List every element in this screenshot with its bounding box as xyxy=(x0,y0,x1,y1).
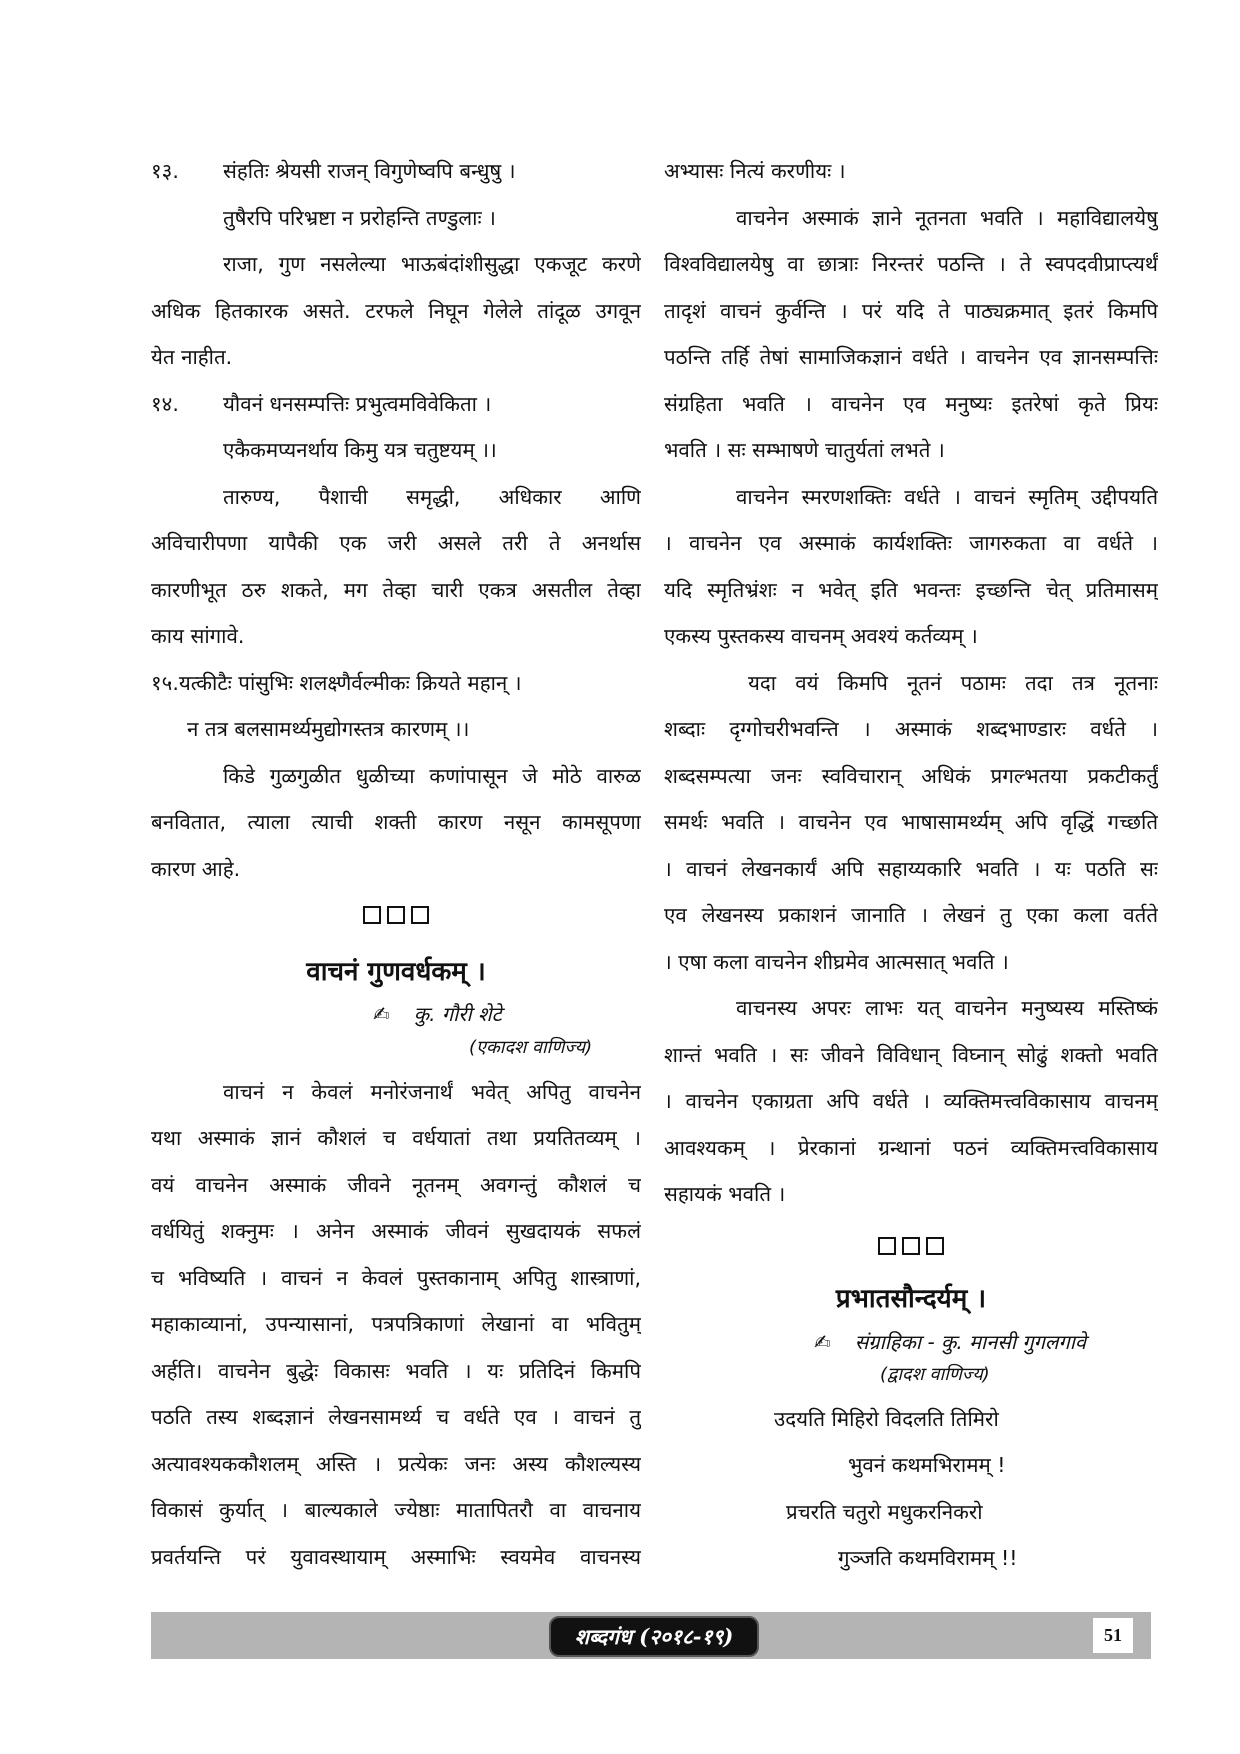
verse-14-line-1: १४. यौवनं धनसम्पत्तिः प्रभुत्वमविवेकिता । xyxy=(151,381,641,428)
article-line: शब्दाः दृग्गोचरीभवन्ति । अस्माकं शब्दभाण्डारः वर्धते । xyxy=(664,717,1158,741)
verse-number: १३. xyxy=(151,159,179,183)
article-line: च भविष्यति । वाचनं न केवलं पुस्तकानाम् अपितु शास्त्राणां, xyxy=(151,1265,641,1290)
article-line: अत्यावश्यककौशलम् अस्ति । प्रत्येकः जनः अस्य कौशल्यस्य xyxy=(151,1451,641,1476)
article-line: भवति । सः सम्भाषणे चातुर्यतां लभते । xyxy=(664,438,945,462)
article-line: विकासं कुर्यात् । बाल्यकाले ज्येष्ठाः मातापितरौ वा वाचनाय xyxy=(151,1498,641,1522)
article-line: विश्वविद्यालयेषु वा छात्राः निरन्तरं पठन्ति । ते स्वपदवीप्राप्त्यर्थं xyxy=(664,252,1158,276)
page-footer xyxy=(151,1612,1151,1659)
article-line: । वाचनेन एकाग्रता अपि वर्धते । व्यक्तिमत्त्वविकासाय वाचनम् xyxy=(664,1089,1158,1113)
poem-line: भुवनं कथमभिरामम् ! xyxy=(848,1453,1006,1477)
verse-13-line-1: १३. संहतिः श्रेयसी राजन् विगुणेष्वपि बन्धुषु । xyxy=(151,148,641,195)
poem-title: प्रभातसौन्दर्यम् । xyxy=(835,1283,987,1314)
article-line: यदा वयं किमपि नूतनं पठामः तदा तत्र नूतनाः xyxy=(748,670,1158,695)
article-line: संग्रहिता भवति । वाचनेन एव मनुष्यः इतरेषां कृते प्रियः xyxy=(664,391,1158,416)
verse-number: १४. xyxy=(151,391,179,416)
section-separator xyxy=(151,892,641,939)
square-icon xyxy=(926,1237,944,1255)
article-line: समर्थः भवति । वाचनेन एव भाषासामर्थ्यम् अपि वृद्धिं गच्छति xyxy=(664,810,1158,834)
verse-14-line-2: एकैकमप्यनर्थाय किमु यत्र चतुष्टयम् ।। xyxy=(223,438,497,462)
article-line: वयं वाचनेन अस्माकं जीवने नूतनम् अवगन्तुं कौशलं च xyxy=(151,1172,641,1197)
article-line: यथा अस्माकं ज्ञानं कौशलं च वर्धयातां तथा प्रयतितव्यम् । xyxy=(151,1126,641,1150)
article-line: यदि स्मृतिभ्रंशः न भवेत् इति भवन्तः इच्छन्ति चेत् प्रतिमासम् xyxy=(664,577,1158,602)
verse-15-line-1: १५.यत्कीटैः पांसुभिः शलक्ष्णैर्वल्मीकः क्रियते महान् । xyxy=(151,670,522,695)
square-icon xyxy=(387,906,405,924)
meaning-line: अविचारीपणा यापैकी एक जरी असले तरी ते अनर्थास xyxy=(151,531,641,555)
square-icon xyxy=(878,1237,896,1255)
article-line: वाचनस्य अपरः लाभः यत् वाचनेन मनुष्यस्य मस्तिष्कं xyxy=(736,996,1158,1020)
pencil-icon: ✍ xyxy=(814,1329,831,1354)
article-line: वर्धयितुं शक्नुमः । अनेन अस्माकं जीवनं सुखदायकं सफलं xyxy=(151,1219,641,1243)
square-icon xyxy=(411,906,429,924)
meaning-line: राजा, गुण नसलेल्या भाऊबंदांशीसुद्धा एकजूट करणे xyxy=(223,252,641,276)
verse-13-line-2: तुषैरपि परिभ्रष्टा न प्ररोहन्ति तण्डुलाः । xyxy=(223,205,496,230)
left-column xyxy=(151,148,641,1580)
article-line: अर्हति। वाचनेन बुद्धेः विकासः भवति । यः प्रतिदिनं किमपि xyxy=(151,1358,641,1383)
page-number: 51 xyxy=(1093,1618,1133,1653)
meaning-line: बनवितात, त्याला त्याची शक्ती कारण नसून कामसूपणा xyxy=(151,810,641,834)
poem-author: ✍ संग्राहिका - कु. मानसी गुगलगावे xyxy=(664,1324,1158,1360)
right-column xyxy=(664,148,1158,1582)
article-author: ✍ कु. गौरी शेटे xyxy=(151,995,641,1033)
article-line: अभ्यासः नित्यं करणीयः । xyxy=(664,159,846,183)
meaning-line: येत नाहीत. xyxy=(151,345,233,369)
poem-line: गुञ्जति कथमविरामम् !! xyxy=(838,1546,1018,1570)
meaning-line: कारण आहे. xyxy=(151,856,241,881)
square-icon xyxy=(363,906,381,924)
article-line: पठन्ति तर्हि तेषां सामाजिकज्ञानं वर्धते । वाचनेन एव ज्ञानसम्पत्तिः xyxy=(664,345,1158,369)
article-line: आवश्यकम् । प्रेरकानां ग्रन्थानां पठनं व्यक्तिमत्त्वविकासाय xyxy=(664,1135,1158,1160)
article-title: वाचनं गुणवर्धकम् । xyxy=(306,956,486,987)
article-line: वाचनेन स्मरणशक्तिः वर्धते । वाचनं स्मृतिम् उद्दीपयति xyxy=(736,484,1158,509)
article-line: एव लेखनस्य प्रकाशनं जानाति । लेखनं तु एका कला वर्तते xyxy=(664,903,1158,927)
article-line: पठति तस्य शब्दज्ञानं लेखनसामर्थ्य च वर्धते एव । वाचनं तु xyxy=(151,1405,641,1429)
article-line: शब्दसम्पत्या जनः स्वविचारान् अधिकं प्रगल्भतया प्रकटीकर्तुं xyxy=(664,763,1158,788)
article-line: एकस्य पुस्तकस्य वाचनम् अवश्यं कर्तव्यम् । xyxy=(664,624,978,648)
meaning-line: तारुण्य, पैशाची समृद्धी, अधिकार आणि xyxy=(223,484,641,509)
meaning-line: अधिक हितकारक असते. टरफले निघून गेलेले तांदूळ उगवून xyxy=(151,298,641,323)
pencil-icon: ✍ xyxy=(373,1001,390,1026)
article-line: । एषा कला वाचनेन शीघ्रमेव आत्मसात् भवति । xyxy=(664,949,1009,974)
article-author-class: (एकादश वाणिज्य) xyxy=(469,1036,593,1058)
magazine-name: शब्दगंध (२०१८-१९) xyxy=(549,1616,759,1657)
meaning-line: कारणीभूत ठरु शकते, मग तेव्हा चारी एकत्र असतील तेव्हा xyxy=(151,577,641,602)
article-line: तादृशं वाचनं कुर्वन्ति । परं यदि ते पाठ्यक्रमात् इतरं किमपि xyxy=(664,298,1158,323)
article-line: वाचनेन अस्माकं ज्ञाने नूतनता भवति । महाविद्यालयेषु xyxy=(736,205,1158,230)
meaning-line: किडे गुळगुळीत धुळीच्या कणांपासून जे मोठे वारुळ xyxy=(223,763,641,788)
poem-author-class: (द्वादश वाणिज्य) xyxy=(880,1363,990,1385)
square-icon xyxy=(902,1237,920,1255)
article-line: वाचनं न केवलं मनोरंजनार्थं भवेत् अपितु वाचनेन xyxy=(223,1079,641,1104)
article-line: प्रवर्तयन्ति परं युवावस्थायाम् अस्माभिः स्वयमेव वाचनस्य xyxy=(151,1544,641,1569)
article-line: । वाचनं लेखनकार्यं अपि सहाय्यकारि भवति । यः पठति सः xyxy=(664,856,1158,881)
poem-line: प्रचरति चतुरो मधुकरनिकरो xyxy=(786,1499,983,1524)
article-line: शान्तं भवति । सः जीवने विविधान् विघ्नान् सोढुं शक्तो भवति xyxy=(664,1042,1158,1067)
section-separator xyxy=(664,1218,1158,1274)
poem-line: उदयति मिहिरो विदलति तिमिरो xyxy=(774,1406,999,1431)
verse-number: १५. xyxy=(151,670,179,695)
article-line: सहायकं भवति । xyxy=(664,1182,786,1206)
article-line: महाकाव्यानां, उपन्यासानां, पत्रपत्रिकाणां लेखानां वा भवितुम् xyxy=(151,1312,641,1336)
verse-15-line-2: न तत्र बलसामर्थ्यमुद्योगस्तत्र कारणम् ।। xyxy=(187,717,470,741)
article-line: । वाचनेन एव अस्माकं कार्यशक्तिः जागरुकता वा वर्धते । xyxy=(664,531,1158,555)
meaning-line: काय सांगावे. xyxy=(151,624,245,648)
